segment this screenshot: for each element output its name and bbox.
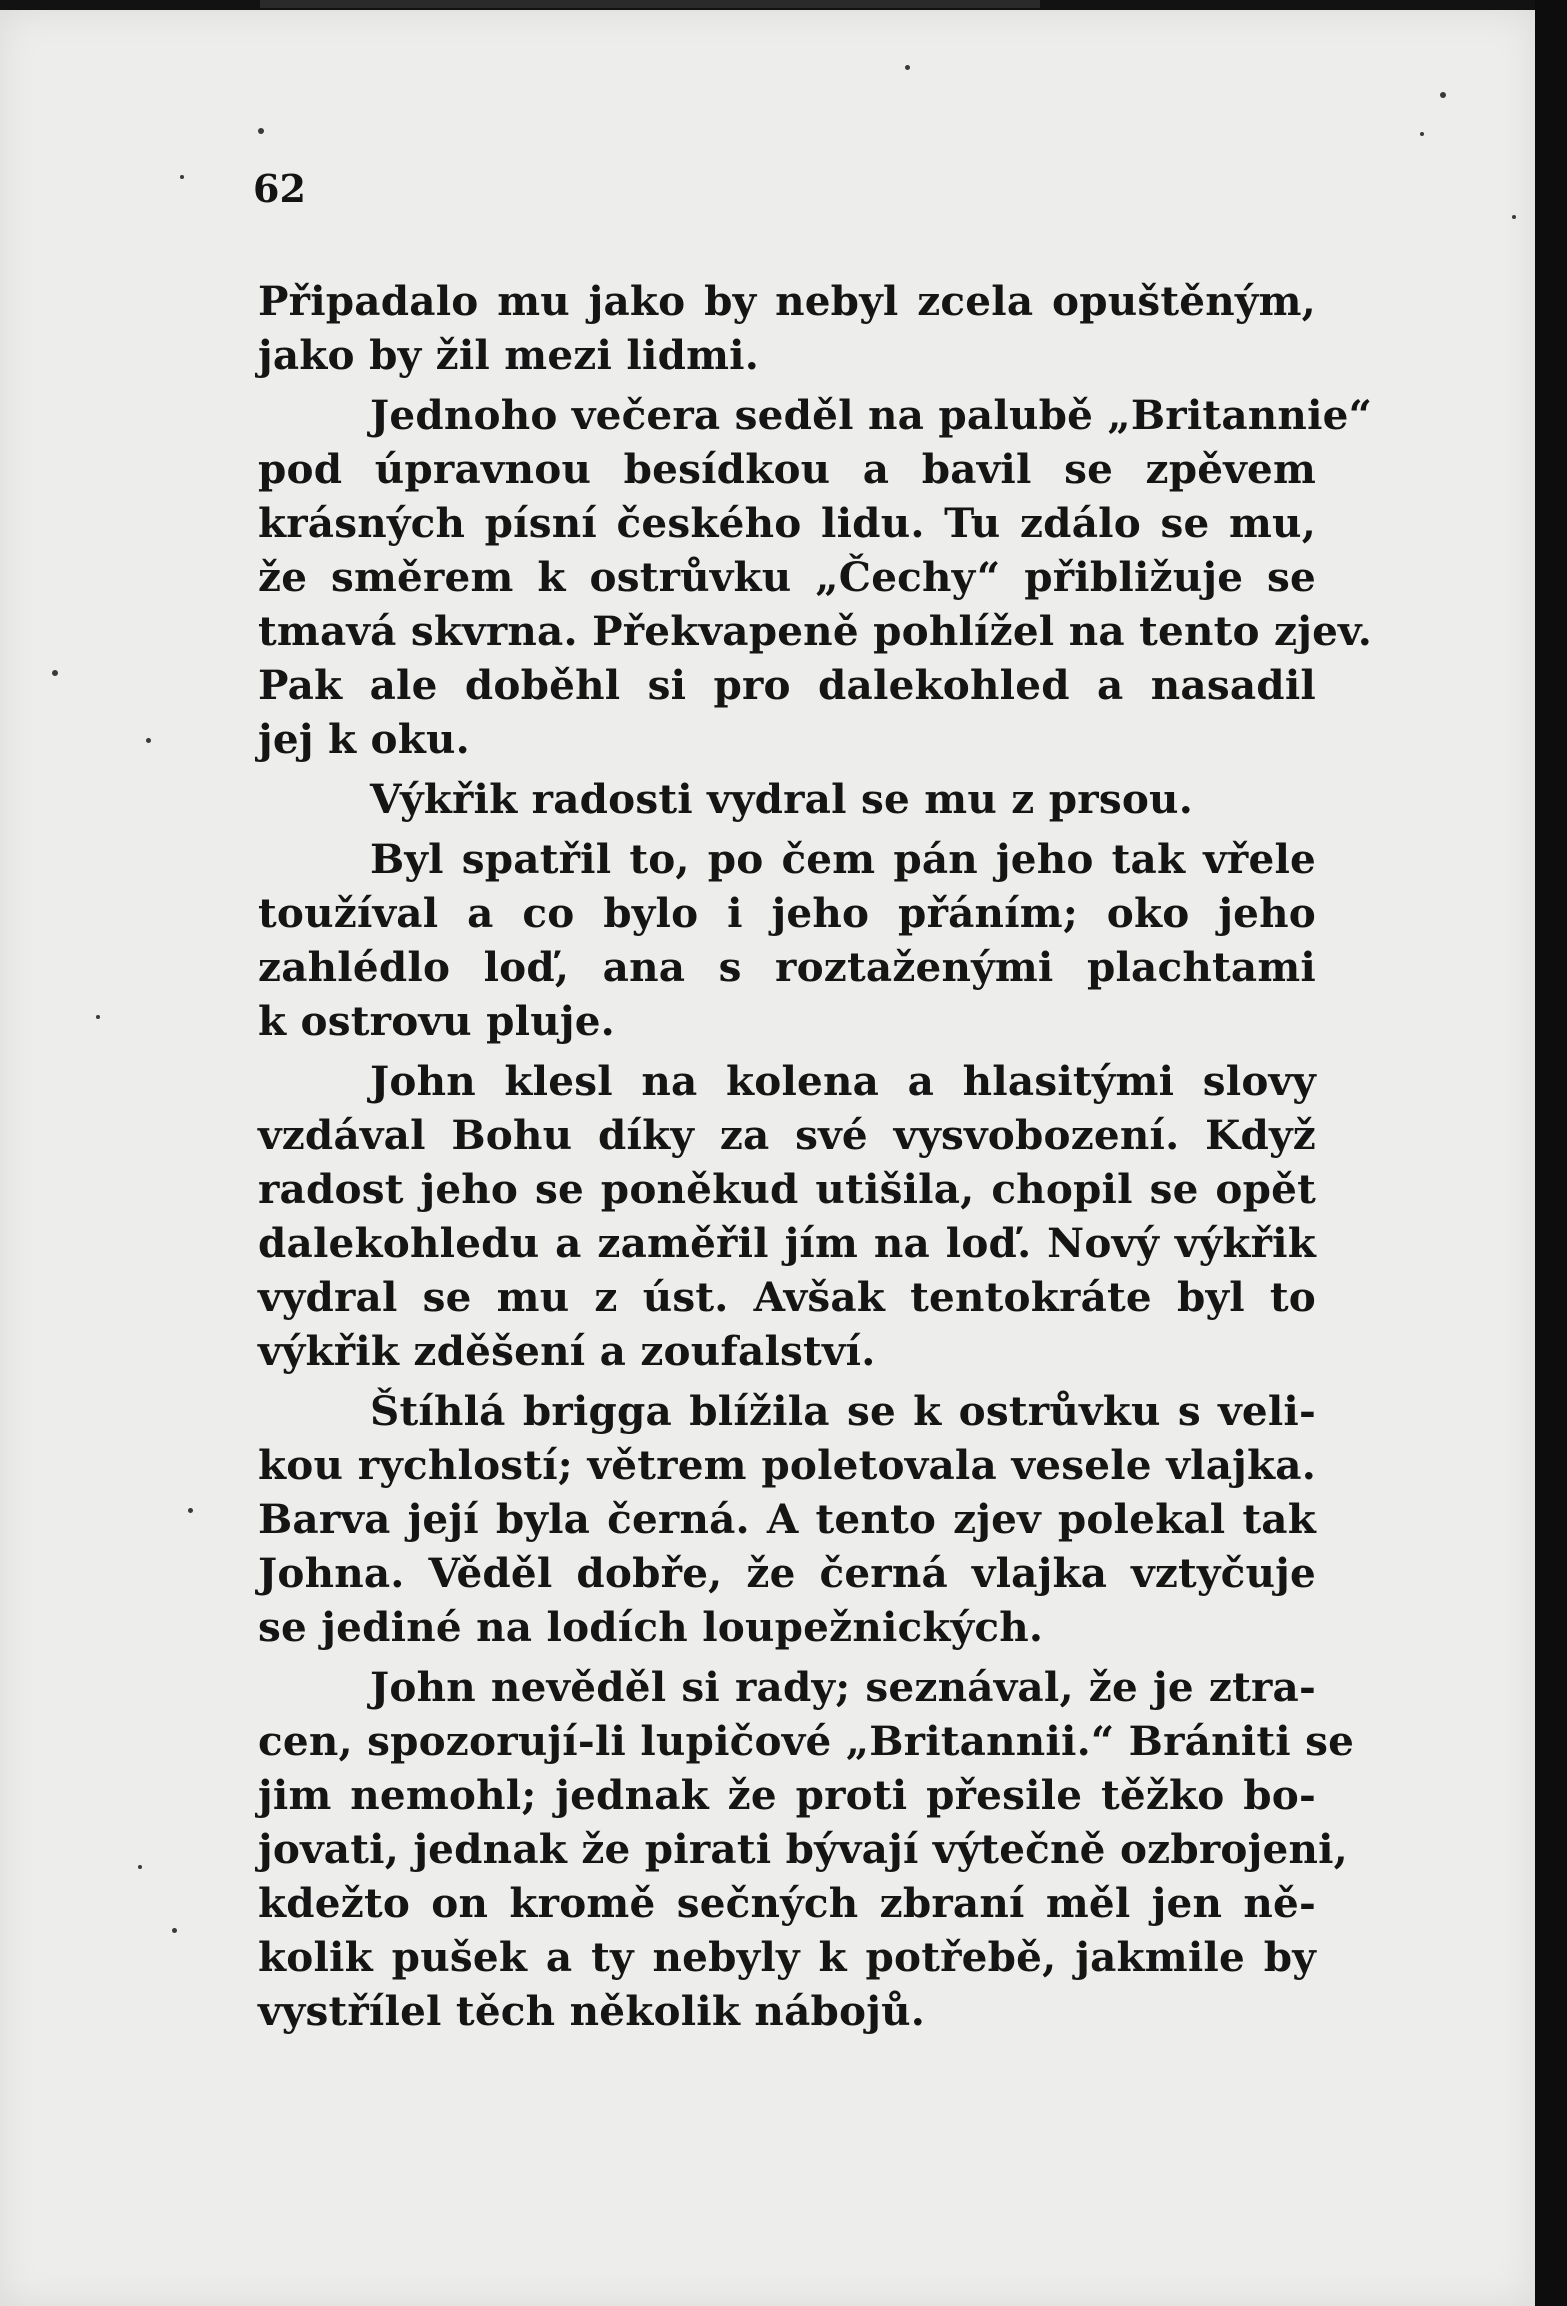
text-line: že směrem k ostrůvku „Čechy“ přibližuje se [258, 553, 1316, 601]
text-line: pod úpravnou besídkou a bavil se zpěvem [258, 445, 1316, 493]
text-line: vydral se mu z úst. Avšak tentokráte byl to [258, 1273, 1316, 1321]
text-line: jim nemohl; jednak že proti přesile těžko bo- [258, 1771, 1316, 1819]
text-line: kou rychlostí; větrem poletovala vesele vlajka. [258, 1441, 1316, 1489]
text-line: kdežto on kromě sečných zbraní měl jen ně- [258, 1879, 1316, 1927]
paragraph [258, 388, 1373, 766]
text-line: jako by žil mezi lidmi. [258, 331, 760, 379]
text-line: cen, spozorují-li lupičové „Britannii.“ Brániti se [258, 1717, 1355, 1765]
text-line: toužíval a co bylo i jeho přáním; oko jeho [258, 889, 1316, 937]
text-line: vzdával Bohu díky za své vysvobození. Když [258, 1111, 1316, 1159]
dust-speck [96, 1015, 100, 1019]
text-line: Jednoho večera seděl na palubě „Britannie“ [370, 391, 1373, 439]
dust-speck [1440, 92, 1446, 98]
dust-speck [146, 738, 151, 743]
text-line: krásných písní českého lidu. Tu zdálo se mu, [258, 499, 1316, 547]
text-line: radost jeho se poněkud utišila, chopil se opět [258, 1165, 1316, 1213]
page-number: 62 [253, 166, 306, 211]
text-line: John klesl na kolena a hlasitými slovy [370, 1057, 1316, 1105]
paragraph [258, 1660, 1355, 2038]
text-line: jej k oku. [258, 715, 470, 763]
text-line: Barva její byla černá. A tento zjev polekal tak [258, 1495, 1316, 1543]
body-text [258, 274, 1373, 2044]
dust-speck [188, 1508, 193, 1513]
dust-speck [1512, 215, 1516, 219]
text-line: jovati, jednak že pirati bývají výtečně ozbrojeni, [258, 1825, 1348, 1873]
scan-top-edge [260, 0, 1040, 8]
book-page [0, 10, 1535, 2306]
dust-speck [172, 1928, 177, 1933]
text-line: Byl spatřil to, po čem pán jeho tak vřele [370, 835, 1316, 883]
text-line: k ostrovu pluje. [258, 997, 615, 1045]
scan-right-edge [1535, 0, 1567, 2306]
text-line: Pak ale doběhl si pro dalekohled a nasadil [258, 661, 1316, 709]
paragraph [258, 1384, 1316, 1654]
dust-speck [258, 128, 264, 134]
text-line: zahlédlo loď, ana s roztaženými plachtami [258, 943, 1316, 991]
dust-speck [1420, 132, 1424, 136]
text-line: dalekohledu a zaměřil jím na loď. Nový výkřik [258, 1219, 1316, 1267]
text-line: Johna. Věděl dobře, že černá vlajka vztyčuje [258, 1549, 1316, 1597]
text-line: Výkřik radosti vydral se mu z prsou. [370, 775, 1193, 823]
dust-speck [905, 65, 910, 70]
text-line: výkřik zděšení a zoufalství. [258, 1327, 876, 1375]
paragraph [258, 1054, 1316, 1378]
paragraph [258, 274, 1316, 382]
text-line: vystřílel těch několik nábojů. [258, 1987, 926, 2035]
text-line: kolik pušek a ty nebyly k potřebě, jakmile by [258, 1933, 1316, 1981]
dust-speck [180, 175, 184, 179]
text-line: Štíhlá brigga blížila se k ostrůvku s veli- [370, 1387, 1316, 1435]
paragraph [258, 832, 1316, 1048]
dust-speck [52, 670, 58, 676]
text-line: tmavá skvrna. Překvapeně pohlížel na tento zjev. [258, 607, 1372, 655]
paragraph [258, 772, 1316, 826]
text-line: John nevěděl si rady; seznával, že je ztra- [370, 1663, 1316, 1711]
text-line: Připadalo mu jako by nebyl zcela opuštěným, [258, 277, 1316, 325]
text-line: se jediné na lodích loupežnických. [258, 1603, 1044, 1651]
dust-speck [138, 1865, 142, 1869]
